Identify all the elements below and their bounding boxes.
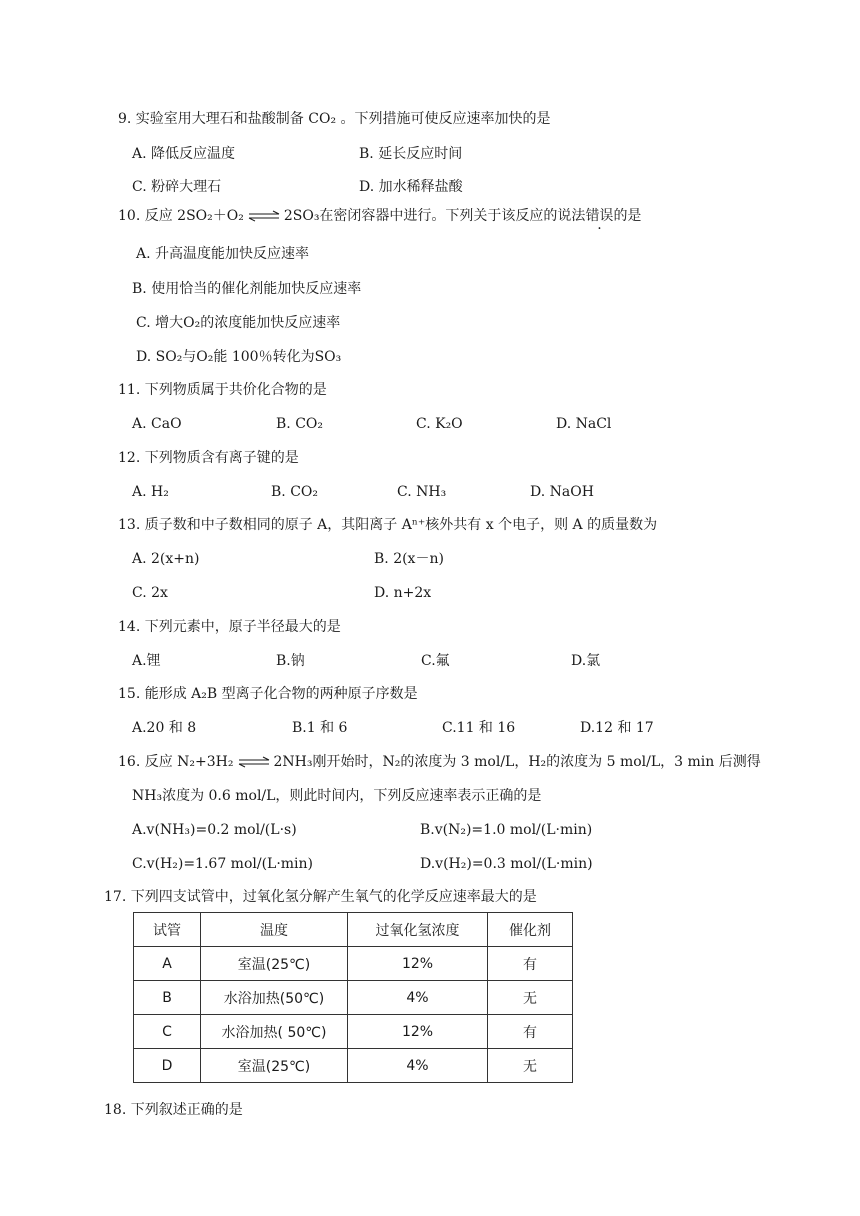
question-11-stem: 11. 下列物质属于共价化合物的是 xyxy=(118,382,327,398)
q15-option-a: A.20 和 8 xyxy=(132,720,197,736)
q9-option-c: C. 粉碎大理石 xyxy=(132,179,222,195)
q10-option-a: A. 升高温度能加快反应速率 xyxy=(136,246,310,262)
question-14-stem: 14. 下列元素中，原子半径最大的是 xyxy=(118,619,341,635)
q12-option-c: C. NH₃ xyxy=(397,484,447,500)
q10-option-d: D. SO₂与O₂能 100％转化为SO₃ xyxy=(136,349,342,365)
table-cell: C xyxy=(134,1015,201,1049)
table-row xyxy=(134,981,573,1015)
table-cell: 水浴加热( 50℃) xyxy=(201,1015,348,1049)
q10-option-c: C. 增大O₂的浓度能加快反应速率 xyxy=(136,315,341,331)
table-header-row xyxy=(134,913,573,947)
table-row xyxy=(134,1015,573,1049)
table-cell: 水浴加热(50℃) xyxy=(201,981,348,1015)
table-cell: 无 xyxy=(488,981,573,1015)
question-16-stem-line2: NH₃浓度为 0.6 mol/L，则此时间内，下列反应速率表示正确的是 xyxy=(132,788,542,804)
q13-option-b: B. 2(x－n) xyxy=(374,551,444,567)
table-header-cell: 催化剂 xyxy=(488,913,573,947)
q17-data-table xyxy=(133,912,573,1083)
q16-option-c: C.v(H₂)=1.67 mol/(L·min) xyxy=(132,856,314,872)
table-cell: 12% xyxy=(348,1015,488,1049)
q13-option-a: A. 2(x+n) xyxy=(132,551,200,567)
table-cell: 有 xyxy=(488,947,573,981)
table-cell: B xyxy=(134,981,201,1015)
q12-option-a: A. H₂ xyxy=(132,484,169,500)
table-header-cell: 温度 xyxy=(201,913,348,947)
q11-option-b: B. CO₂ xyxy=(276,416,323,432)
q16-option-d: D.v(H₂)=0.3 mol/(L·min) xyxy=(420,856,593,872)
table-cell: 室温(25℃) xyxy=(201,1049,348,1083)
table-cell: 室温(25℃) xyxy=(201,947,348,981)
table-cell: 4% xyxy=(348,981,488,1015)
q12-option-d: D. NaOH xyxy=(530,484,594,500)
table-cell: 无 xyxy=(488,1049,573,1083)
q12-option-b: B. CO₂ xyxy=(271,484,318,500)
q9-option-a: A. 降低反应温度 xyxy=(132,146,236,162)
q11-option-a: A. CaO xyxy=(132,416,182,432)
q10-stem-tail: 的是 xyxy=(613,208,642,224)
question-9-stem: 9. 实验室用大理石和盐酸制备 CO₂ 。下列措施可使反应速率加快的是 xyxy=(118,111,551,127)
table-row xyxy=(134,1049,573,1083)
question-13-stem: 13. 质子数和中子数相同的原子 A，其阳离子 Aⁿ⁺核外共有 x 个电子，则 A 的质量数为 xyxy=(118,517,658,533)
reversible-arrow-icon xyxy=(237,756,271,768)
q14-option-d: D.氯 xyxy=(571,653,601,669)
question-10-stem xyxy=(118,207,641,225)
reversible-arrow-icon xyxy=(247,210,281,222)
q13-option-c: C. 2x xyxy=(132,585,168,601)
q16-stem-prefix: 16. 反应 N₂+3H₂ xyxy=(118,754,234,770)
table-row xyxy=(134,947,573,981)
q9-option-d: D. 加水稀释盐酸 xyxy=(359,179,463,195)
table-cell: 有 xyxy=(488,1015,573,1049)
q10-stem-suffix: 2SO₃在密闭容器中进行。下列关于该反应的说法 xyxy=(283,208,586,224)
q16-option-a: A.v(NH₃)=0.2 mol/(L·s) xyxy=(132,822,297,838)
q15-option-c: C.11 和 16 xyxy=(442,720,516,736)
table-cell: 12% xyxy=(348,947,488,981)
q11-option-c: C. K₂O xyxy=(416,416,463,432)
q15-option-b: B.1 和 6 xyxy=(292,720,348,736)
q14-option-c: C.氟 xyxy=(421,653,450,669)
question-12-stem: 12. 下列物质含有离子键的是 xyxy=(118,450,299,466)
table-header-cell: 试管 xyxy=(134,913,201,947)
q10-emphasis-word: 错误 xyxy=(585,208,614,224)
question-16-stem xyxy=(118,753,761,771)
q9-option-b: B. 延长反应时间 xyxy=(359,146,463,162)
table-cell: 4% xyxy=(348,1049,488,1083)
q16-stem-suffix: 2NH₃刚开始时，N₂的浓度为 3 mol/L，H₂的浓度为 5 mol/L，3 min 后测得 xyxy=(273,754,761,770)
q14-option-b: B.钠 xyxy=(276,653,305,669)
q16-option-b: B.v(N₂)=1.0 mol/(L·min) xyxy=(420,822,593,838)
q10-option-b: B. 使用恰当的催化剂能加快反应速率 xyxy=(132,281,362,297)
q13-option-d: D. n+2x xyxy=(374,585,432,601)
q15-option-d: D.12 和 17 xyxy=(580,720,654,736)
question-17-stem: 17. 下列四支试管中，过氧化氢分解产生氧气的化学反应速率最大的是 xyxy=(104,889,537,905)
table-cell: A xyxy=(134,947,201,981)
table-cell: D xyxy=(134,1049,201,1083)
q14-option-a: A.锂 xyxy=(132,653,161,669)
question-18-stem: 18. 下列叙述正确的是 xyxy=(104,1102,243,1118)
q11-option-d: D. NaCl xyxy=(556,416,612,432)
question-15-stem: 15. 能形成 A₂B 型离子化合物的两种原子序数是 xyxy=(118,686,418,702)
table-header-cell: 过氧化氢浓度 xyxy=(348,913,488,947)
q10-stem-prefix: 10. 反应 2SO₂＋O₂ xyxy=(118,208,244,224)
